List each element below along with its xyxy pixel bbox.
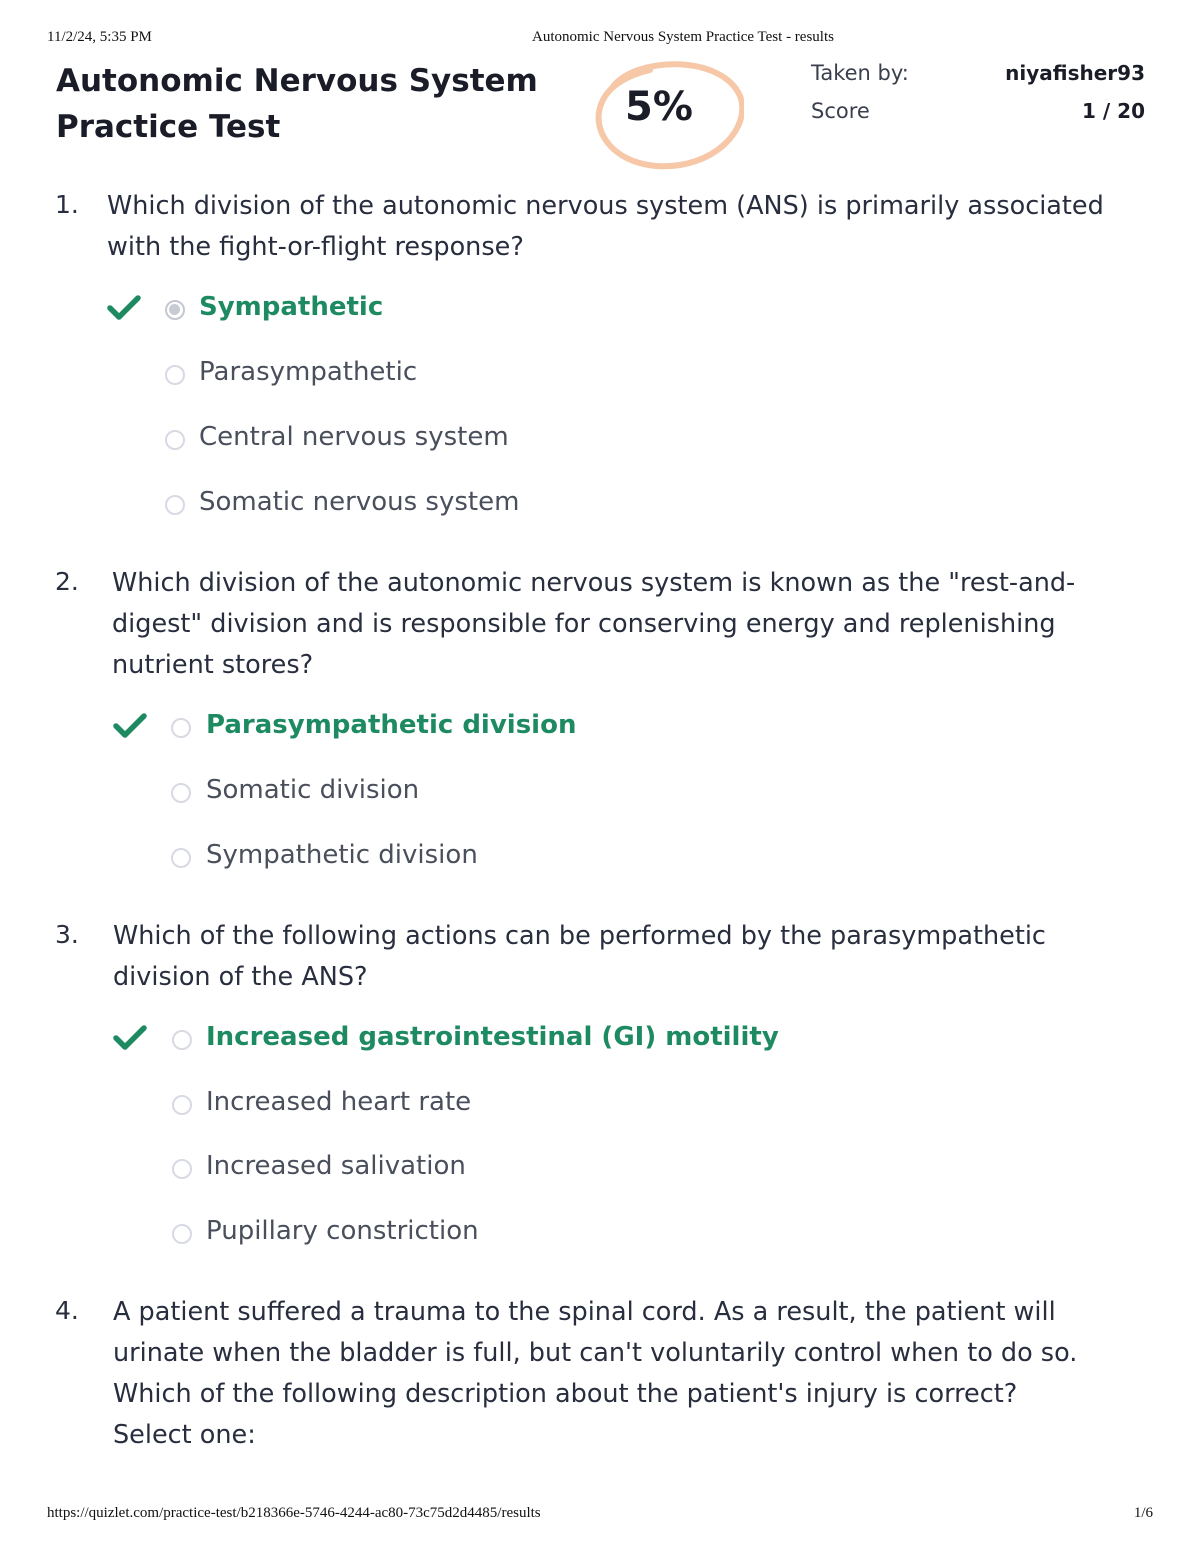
taken-by-value: niyafisher93 <box>1005 61 1145 85</box>
page-title-line2: Practice Test <box>56 109 281 145</box>
question-text-line: Which of the following description about the patient's injury is correct? <box>113 1379 1018 1409</box>
answer-option[interactable] <box>0 422 900 462</box>
print-doc-title: Autonomic Nervous System Practice Test - results <box>532 29 834 45</box>
question-text <box>113 916 1046 998</box>
score-label: Score <box>811 99 870 123</box>
radio-icon[interactable] <box>172 1030 192 1050</box>
question-text-line: Select one: <box>113 1420 256 1450</box>
answer-option[interactable] <box>0 1216 900 1256</box>
answer-option-label: Parasympathetic <box>199 357 418 387</box>
question-text-line: A patient suffered a trauma to the spinal cord. As a result, the patient will <box>113 1297 1056 1327</box>
answer-option[interactable] <box>0 357 900 397</box>
radio-icon[interactable] <box>171 848 191 868</box>
page-title <box>56 58 556 150</box>
radio-icon[interactable] <box>172 1224 192 1244</box>
question-number: 1. <box>55 190 79 219</box>
question-text-line: nutrient stores? <box>112 650 314 680</box>
question-number: 2. <box>55 567 79 596</box>
answer-option-label: Somatic division <box>206 775 420 805</box>
question-text-line: Which division of the autonomic nervous system (ANS) is primarily associated <box>107 191 1104 221</box>
print-datetime: 11/2/24, 5:35 PM <box>47 29 152 45</box>
answer-option[interactable] <box>0 487 900 527</box>
radio-icon[interactable] <box>165 300 185 320</box>
answer-option-label: Increased salivation <box>206 1151 466 1181</box>
answer-option-label: Sympathetic division <box>206 840 478 870</box>
answer-option[interactable] <box>0 1151 900 1191</box>
score-percent: 5% <box>625 84 693 130</box>
answer-option[interactable] <box>0 775 900 815</box>
check-icon <box>113 712 147 740</box>
radio-icon[interactable] <box>172 1095 192 1115</box>
answer-option[interactable] <box>0 840 900 880</box>
answer-option[interactable] <box>0 710 900 750</box>
question-text-line: urinate when the bladder is full, but can't voluntarily control when to do so. <box>113 1338 1078 1368</box>
answer-option[interactable] <box>0 1087 900 1127</box>
answer-option-label: Increased heart rate <box>206 1087 472 1117</box>
answer-option-label: Sympathetic <box>199 292 384 322</box>
page-title-line1: Autonomic Nervous System <box>56 63 538 99</box>
taken-by-label: Taken by: <box>811 61 909 85</box>
question-number: 4. <box>55 1296 79 1325</box>
question-text <box>113 1292 1077 1456</box>
answer-option[interactable] <box>0 292 900 332</box>
print-page-number: 1/6 <box>1133 1505 1153 1521</box>
radio-icon[interactable] <box>171 718 191 738</box>
question-text <box>112 563 1075 686</box>
answer-option-label: Pupillary constriction <box>206 1216 479 1246</box>
answer-option-label: Somatic nervous system <box>199 487 520 517</box>
question-text-line: with the fight-or-flight response? <box>107 232 524 262</box>
check-icon <box>113 1024 147 1052</box>
answer-option-label: Central nervous system <box>199 422 509 452</box>
radio-icon[interactable] <box>165 430 185 450</box>
question-text-line: division of the ANS? <box>113 962 368 992</box>
score-value: 1 / 20 <box>1082 99 1145 123</box>
radio-icon[interactable] <box>165 365 185 385</box>
score-badge <box>594 58 744 168</box>
radio-icon[interactable] <box>165 495 185 515</box>
answer-option[interactable] <box>0 1022 900 1062</box>
radio-icon[interactable] <box>171 783 191 803</box>
answer-option-label: Parasympathetic division <box>206 710 577 740</box>
question-text-line: Which division of the autonomic nervous system is known as the "rest-and- <box>112 568 1076 598</box>
question-text <box>107 186 1104 268</box>
question-text-line: digest" division and is responsible for conserving energy and replenishing <box>112 609 1056 639</box>
question-number: 3. <box>55 920 79 949</box>
check-icon <box>107 294 141 322</box>
print-doc-title-wrap <box>0 29 1200 46</box>
radio-icon[interactable] <box>172 1159 192 1179</box>
question-text-line: Which of the following actions can be performed by the parasympathetic <box>113 921 1046 951</box>
print-url: https://quizlet.com/practice-test/b218366e-5746-4244-ac80-73c75d2d4485/results <box>47 1505 541 1521</box>
answer-option-label: Increased gastrointestinal (GI) motility <box>206 1022 779 1052</box>
